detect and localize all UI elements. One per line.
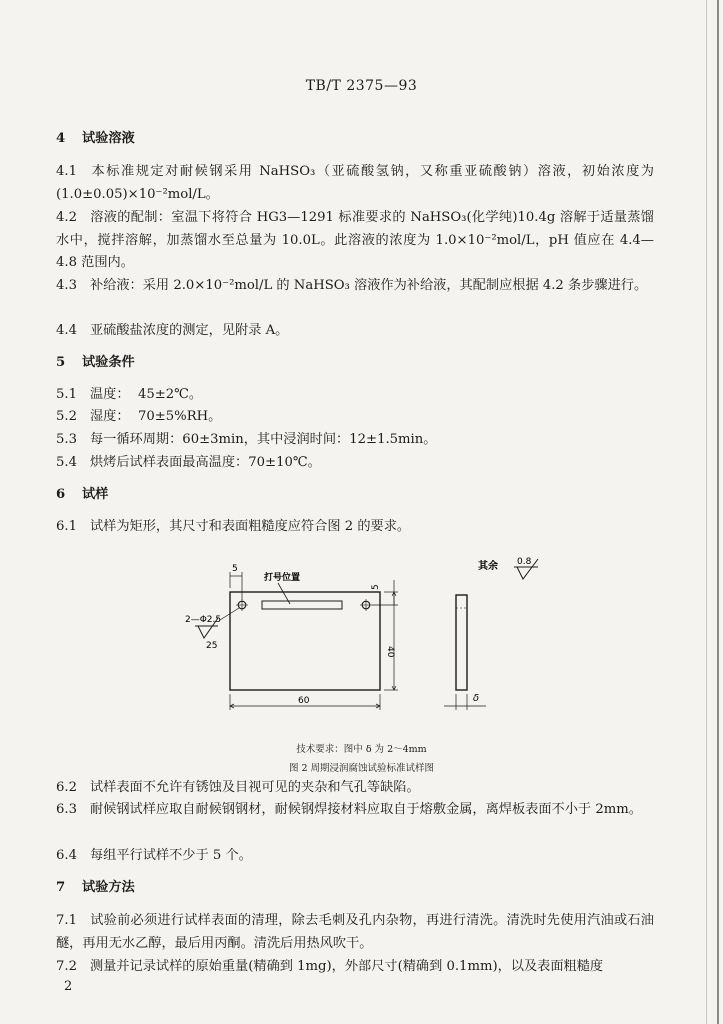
clause-7-1: 7.1 试验前必须进行试样表面的清理，除去毛刺及孔内杂物，再进行清洗。清洗时先使用汽油或石油醚，再用无水乙醇，最后用丙酮。清洗后用热风吹干。: [56, 913, 654, 951]
dim-top-offset: 5: [371, 584, 381, 590]
scan-edge-inner: [706, 0, 707, 1024]
clause-5-3: 5.3 每一循环周期：60±3min，其中浸润时间：12±1.5min。: [56, 432, 437, 447]
clause-4-2: 4.2 溶液的配制：室温下将符合 HG3—1291 标准要求的 NaHSO₃(化学纯)10.4g 溶解于适量蒸馏水中，搅拌溶解，加蒸馏水至总量为 10.0L。此溶液的浓度为 1.0×10⁻²mol/L，pH 值应在 4.4—4.8 范围内。: [56, 210, 654, 270]
scan-edge: [717, 0, 719, 1024]
section-5-heading: 5 试验条件: [56, 355, 135, 370]
clause-6-1: 6.1 试样为矩形，其尺寸和表面粗糙度应符合图 2 的要求。: [56, 519, 411, 534]
clause-6-3: 6.3 耐候钢试样应取自耐候钢钢材，耐候钢焊接材料应取自于熔敷金属，离焊板表面不小于 2mm。: [56, 802, 642, 817]
marking-slot: [262, 601, 342, 609]
marking-label: 打号位置: [264, 573, 301, 583]
hole-callout: 2—Φ2.5: [185, 615, 222, 625]
rest-label: 其余: [478, 561, 498, 572]
dim-height: 40: [385, 646, 395, 658]
section-4-heading: 4 试验溶液: [56, 131, 135, 146]
figure-tech-note: 技术要求：图中 δ 为 2～4mm: [296, 744, 427, 755]
figure-caption: 图 2 周期浸润腐蚀试验标准试样图: [288, 763, 435, 774]
clause-6-4: 6.4 每组平行试样不少于 5 个。: [56, 848, 252, 863]
clause-6-2: 6.2 试样表面不允许有锈蚀及目视可见的夹杂和气孔等缺陷。: [56, 780, 420, 795]
section-7-heading: 7 试验方法: [56, 880, 135, 895]
specimen-side-view: [456, 595, 467, 690]
dim-thickness: δ: [473, 693, 480, 704]
clause-5-4: 5.4 烘烤后试样表面最高温度：70±10℃。: [56, 455, 321, 470]
dim-width: 60: [298, 696, 310, 706]
section-6-heading: 6 试样: [56, 487, 109, 502]
hole-roughness: 25: [206, 641, 218, 651]
page-number: 2: [64, 979, 73, 994]
rest-roughness-value: 0.8: [517, 557, 532, 567]
clause-5-1: 5.1 温度： 45±2℃。: [56, 387, 203, 402]
specimen-drawing: [0, 550, 723, 760]
clause-4-3: 4.3 补给液：采用 2.0×10⁻²mol/L 的 NaHSO₃ 溶液作为补给液，其配制应根据 4.2 条步骤进行。: [56, 278, 648, 293]
standard-header: TB/T 2375—93: [305, 78, 418, 94]
specimen-plate: [230, 592, 380, 690]
clause-5-2: 5.2 湿度： 70±5%RH。: [56, 409, 222, 424]
clause-4-4: 4.4 亚硫酸盐浓度的测定，见附录 A。: [56, 323, 289, 338]
clause-4-1: 4.1 本标准规定对耐候钢采用 NaHSO₃（亚硫酸氢钠，又称重亚硫酸钠）溶液，初始浓度为(1.0±0.05)×10⁻²mol/L。: [56, 164, 654, 202]
dim-left-margin: 5: [232, 564, 238, 574]
clause-7-2: 7.2 测量并记录试样的原始重量(精确到 1mg)，外部尺寸(精确到 0.1mm)，以及表面粗糙度: [56, 959, 604, 974]
